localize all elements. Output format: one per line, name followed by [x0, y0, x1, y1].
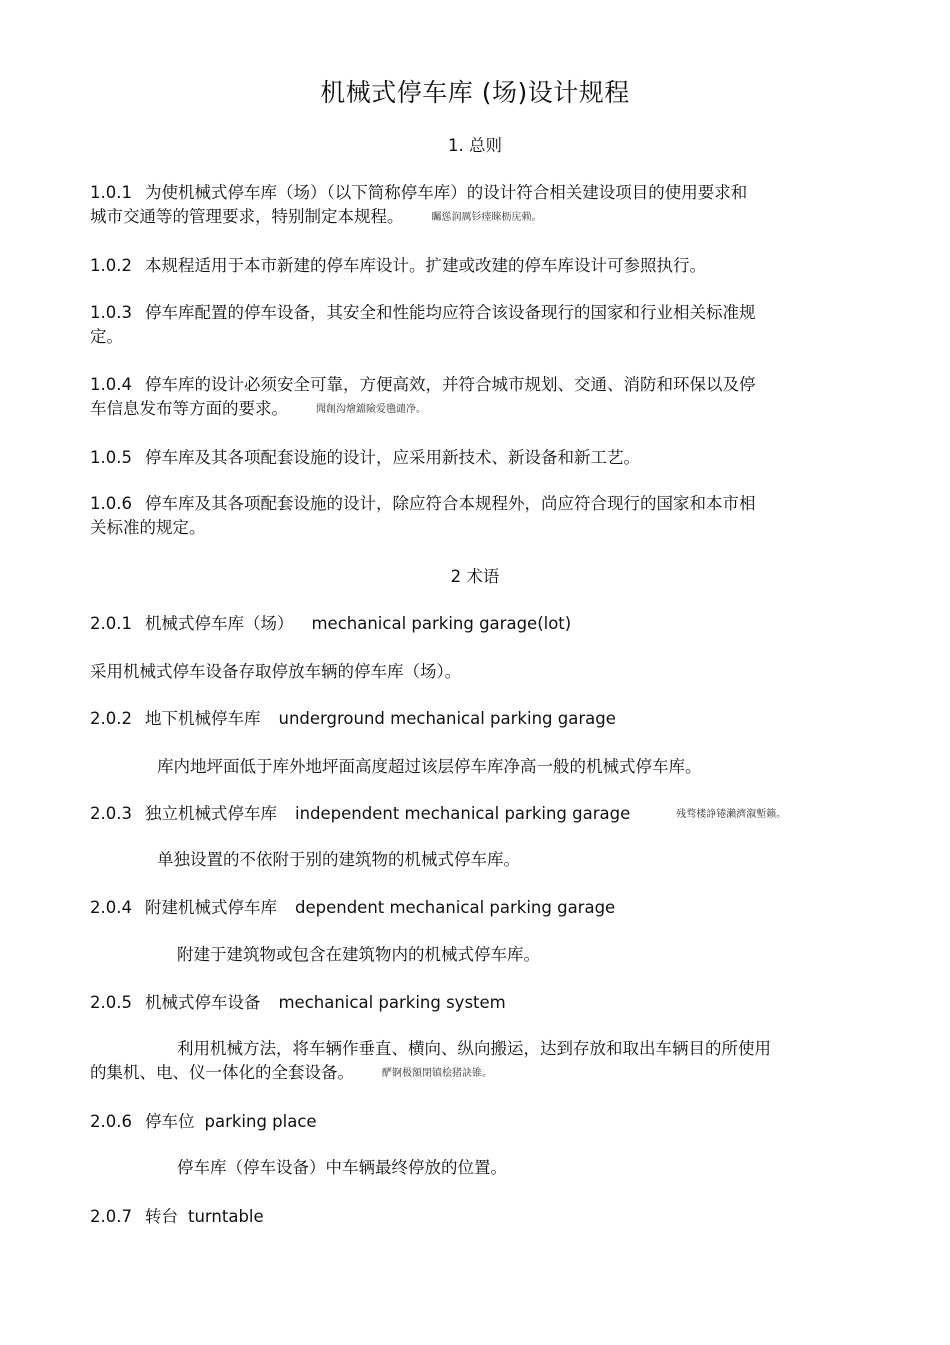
term-en: mechanical parking system [278, 993, 506, 1012]
clause-text: 停车库配置的停车设备，其安全和性能均应符合该设备现行的国家和行业相关标准规 [144, 303, 756, 322]
term-zh: 转台 [144, 1207, 178, 1226]
term-2-0-7 [90, 1205, 830, 1229]
term-definition [90, 660, 830, 684]
term-number: 2.0.2 [90, 709, 132, 728]
term-definition [90, 1037, 830, 1086]
term-en: mechanical parking garage(lot) [311, 614, 572, 633]
term-definition [90, 755, 830, 779]
clause-text: 关标准的规定。 [90, 518, 206, 537]
term-2-0-5 [90, 991, 830, 1015]
definition-text: 单独设置的不依附于别的建筑物的机械式停车库。 [157, 850, 520, 869]
clause-1-0-4 [90, 373, 830, 422]
clause-1-0-3 [90, 301, 830, 349]
clause-1-0-1 [90, 181, 830, 230]
term-number: 2.0.7 [90, 1207, 132, 1226]
clause-text: 停车库的设计必须安全可靠，方便高效，并符合城市规划、交通、消防和环保以及停 [144, 375, 756, 394]
clause-number: 1.0.1 [90, 183, 132, 202]
definition-text: 的集机、电、仪一体化的全套设备。 [90, 1063, 354, 1082]
watermark-text: 矚慫润厲钐瘗睞枥庑赖。 [431, 212, 542, 223]
term-number: 2.0.5 [90, 993, 132, 1012]
clause-text: 为使机械式停车库（场）（以下简称停车库）的设计符合相关建设项目的使用要求和 [144, 183, 748, 202]
clause-text: 停车库及其各项配套设施的设计，除应符合本规程外，尚应符合现行的国家和本市相 [144, 494, 756, 513]
clause-text: 定。 [90, 327, 123, 346]
clause-number: 1.0.5 [90, 448, 132, 467]
term-number: 2.0.3 [90, 804, 132, 823]
term-en: underground mechanical parking garage [278, 709, 616, 728]
clause-number: 1.0.6 [90, 494, 132, 513]
term-definition [90, 848, 830, 872]
term-number: 2.0.1 [90, 614, 132, 633]
term-2-0-6 [90, 1110, 830, 1134]
section-heading-general: 1. 总则 [448, 136, 502, 155]
clause-number: 1.0.3 [90, 303, 132, 322]
term-2-0-1 [90, 612, 830, 636]
term-zh: 附建机械式停车库 [144, 898, 277, 917]
watermark-text: 聞創沟燴鐺險爱氇谴净。 [316, 404, 426, 415]
definition-text: 附建于建筑物或包含在建筑物内的机械式停车库。 [177, 945, 540, 964]
term-en: parking place [204, 1112, 317, 1131]
term-definition [90, 1156, 830, 1180]
term-zh: 机械式停车库（场） [144, 614, 294, 633]
definition-text: 采用机械式停车设备存取停放车辆的停车库（场）。 [90, 662, 462, 681]
term-en: dependent mechanical parking garage [294, 898, 616, 917]
term-en: independent mechanical parking garage [294, 804, 631, 823]
term-number: 2.0.6 [90, 1112, 132, 1131]
term-zh: 独立机械式停车库 [144, 804, 277, 823]
term-number: 2.0.4 [90, 898, 132, 917]
definition-text: 库内地坪面低于库外地坪面高度超过该层停车库净高一般的机械式停车库。 [157, 757, 702, 776]
term-zh: 停车位 [144, 1112, 195, 1131]
term-2-0-4 [90, 896, 830, 920]
term-2-0-3 [90, 802, 830, 827]
term-2-0-2 [90, 707, 830, 731]
clause-1-0-2 [90, 254, 830, 278]
definition-text: 停车库（停车设备）中车辆最终停放的位置。 [177, 1158, 507, 1177]
clause-1-0-5 [90, 446, 830, 470]
clause-1-0-6 [90, 492, 830, 540]
clause-text: 城市交通等的管理要求，特别制定本规程。 [90, 207, 404, 226]
term-zh: 机械式停车设备 [144, 993, 261, 1012]
term-definition [90, 943, 830, 967]
clause-number: 1.0.4 [90, 375, 132, 394]
watermark-text: 残骛楼諍锩瀨濟溆塹籟。 [676, 809, 787, 820]
term-zh: 地下机械停车库 [144, 709, 261, 728]
definition-text: 利用机械方法，将车辆作垂直、横向、纵向搬运，达到存放和取出车辆目的所使用 [177, 1039, 771, 1058]
clause-text: 车信息发布等方面的要求。 [90, 399, 288, 418]
watermark-text: 酽锕极額閉镇桧猪訣锥。 [382, 1068, 492, 1079]
clause-number: 1.0.2 [90, 256, 132, 275]
clause-text: 停车库及其各项配套设施的设计，应采用新技术、新设备和新工艺。 [144, 448, 640, 467]
document-title: 机械式停车库 (场)设计规程 [320, 78, 630, 107]
term-en: turntable [187, 1207, 264, 1226]
section-heading-terms: 2 术语 [450, 567, 500, 586]
clause-text: 本规程适用于本市新建的停车库设计。扩建或改建的停车库设计可参照执行。 [144, 256, 706, 275]
